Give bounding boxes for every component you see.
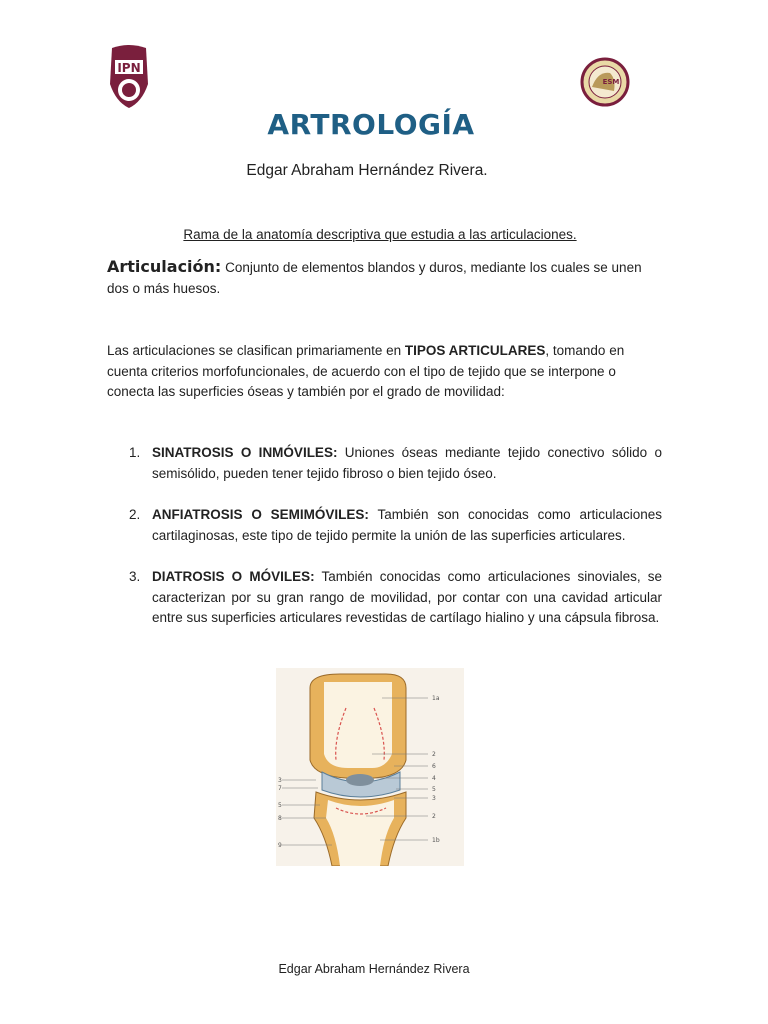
figure-label: 5 xyxy=(432,786,436,793)
articulacion-term: Articulación: xyxy=(107,257,222,276)
ipn-logo-text: IPN xyxy=(117,61,141,75)
figure-label: 4 xyxy=(432,775,436,782)
esm-seal-icon xyxy=(580,57,630,107)
classification-paragraph xyxy=(107,341,662,403)
type-text: También son conocidas como articulaciones cartilaginosas, este tipo de tejido permite la unión de las superficies articulares. xyxy=(152,507,662,543)
joint-types-list xyxy=(107,443,662,650)
author-name: Edgar Abraham Hernández Rivera. xyxy=(246,162,488,179)
articulacion-text: Conjunto de elementos blandos y duros, mediante los cuales se unen dos o más huesos. xyxy=(107,260,642,296)
type-text: También conocidas como articulaciones sinoviales, se caracterizan por su gran rango de movilidad, por contar con una cavidad articular entre sus superficies articulares revestidas de cartílago hialino y una cápsula fibrosa. xyxy=(152,569,662,625)
figure-label: 9 xyxy=(278,842,282,849)
figure-label: 8 xyxy=(278,815,282,822)
figure-label: 2 xyxy=(432,813,436,820)
figure-label: 1b xyxy=(432,837,440,844)
list-item xyxy=(107,505,662,546)
knee-joint-diagram-icon xyxy=(276,668,464,866)
figure-label: 3 xyxy=(432,795,436,802)
esm-seal-text: ESM xyxy=(602,78,620,86)
page-title: ARTROLOGÍA xyxy=(267,108,475,141)
figure-label: 7 xyxy=(278,785,282,792)
classification-bold: TIPOS ARTICULARES xyxy=(404,343,546,358)
ipn-logo-icon xyxy=(106,44,152,110)
figure-label: 1a xyxy=(432,695,440,702)
type-name: DIATROSIS O MÓVILES: xyxy=(152,569,315,584)
list-item xyxy=(107,567,662,629)
figure-label: 6 xyxy=(432,763,436,770)
footer-author: Edgar Abraham Hernández Rivera xyxy=(278,962,470,976)
list-item xyxy=(107,443,662,484)
list-number: 3. xyxy=(129,569,141,584)
classification-after: , tomando en cuenta criterios morfofuncionales, de acuerdo con el tipo de tejido que se interpone o conecta las superficies óseas y también por el grado de movilidad: xyxy=(107,343,625,399)
articulacion-paragraph xyxy=(107,257,662,299)
figure-label: 3 xyxy=(278,777,282,784)
definition-line: Rama de la anatomía descriptiva que estudia a las articulaciones. xyxy=(183,227,577,242)
figure-label: 5 xyxy=(278,802,282,809)
list-number: 2. xyxy=(129,507,141,522)
list-number: 1. xyxy=(129,445,141,460)
type-name: ANFIATROSIS O SEMIMÓVILES: xyxy=(152,507,369,522)
type-text: Uniones óseas mediante tejido conectivo sólido o semisólido, pueden tener tejido fibroso o bien tejido óseo. xyxy=(152,445,663,481)
classification-before: Las articulaciones se clasifican primariamente en xyxy=(107,343,405,358)
type-name: SINATROSIS O INMÓVILES: xyxy=(152,445,338,460)
figure-label: 2 xyxy=(432,751,436,758)
